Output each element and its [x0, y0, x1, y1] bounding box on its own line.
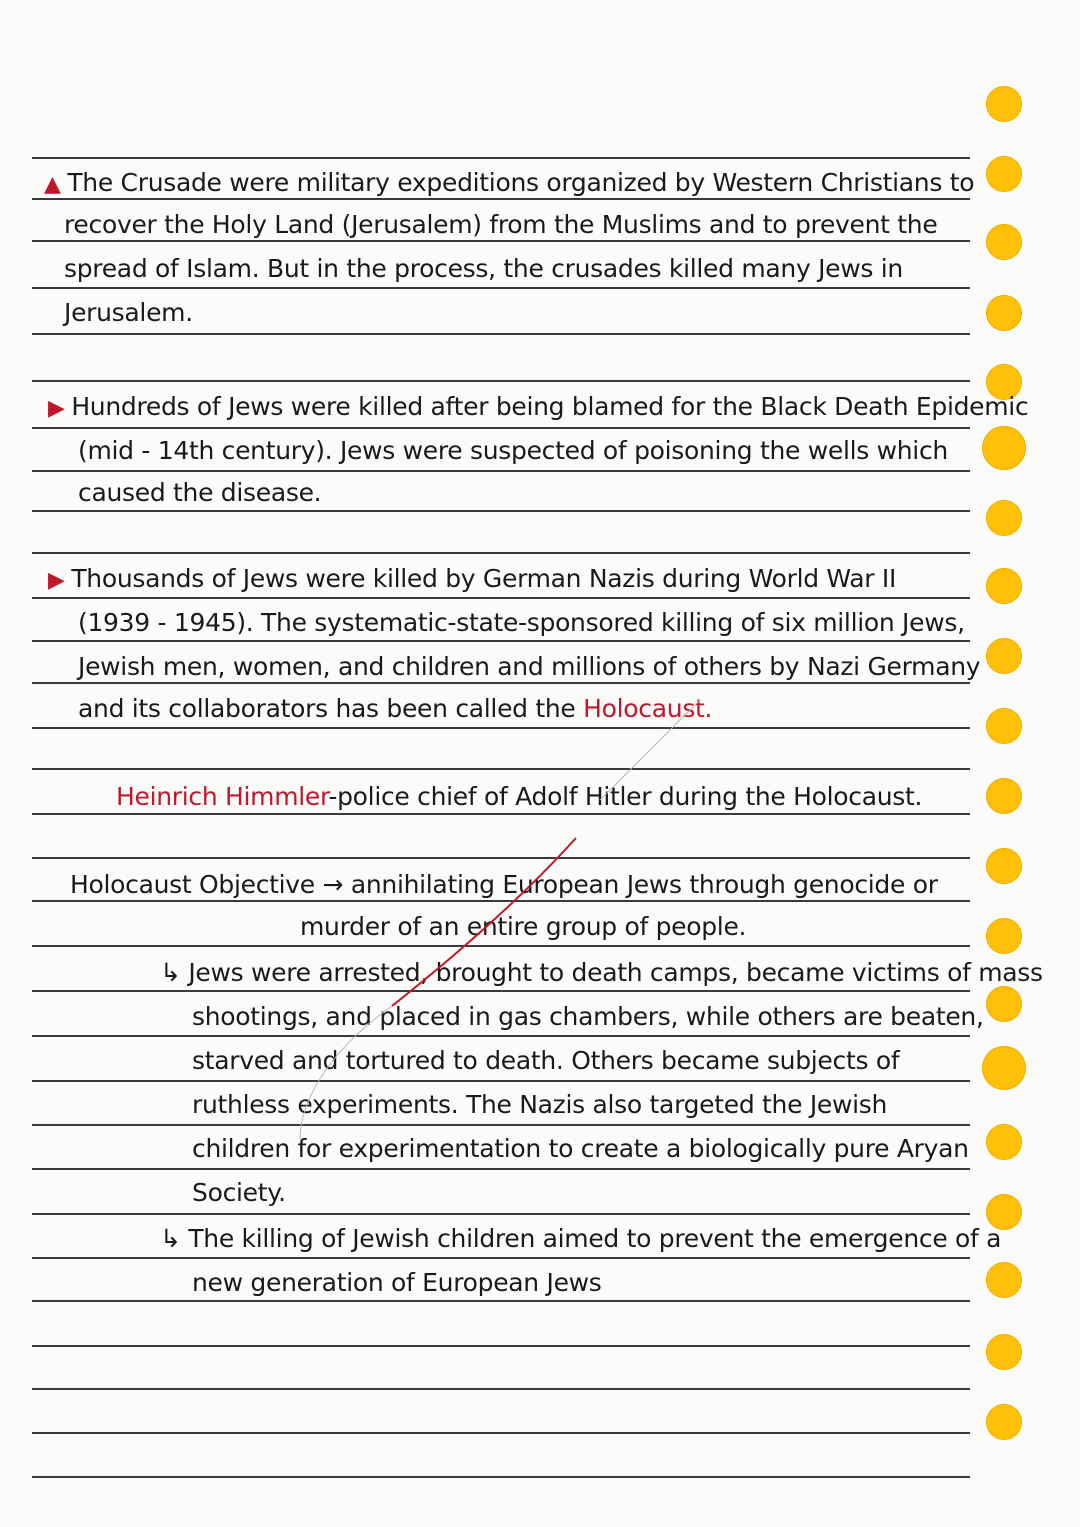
wwii-line-3: Jewish men, women, and children and millions of others by Nazi Germany [78, 652, 981, 681]
binder-ring-hole [986, 708, 1022, 744]
objective-text: annihilating European Jews through genocide or [350, 870, 938, 899]
ruled-line [32, 813, 970, 815]
binder-ring-hole [986, 500, 1022, 536]
ruled-line [32, 333, 970, 335]
binder-ring-hole [986, 568, 1022, 604]
wwii-line-2: (1939 - 1945). The systematic-state-sponsored killing of six million Jews, [78, 608, 965, 637]
crusade-line-3: spread of Islam. But in the process, the crusades killed many Jews in [64, 254, 903, 283]
ruled-line [32, 1432, 970, 1434]
binder-ring-hole [986, 986, 1022, 1022]
binder-ring-hole [986, 86, 1022, 122]
himmler-line [116, 782, 922, 812]
triangle-bullet-icon: ▶ [48, 396, 72, 421]
sub-arrow-icon: ↳ [160, 958, 181, 987]
binder-ring-hole [986, 156, 1022, 192]
ruled-line [32, 287, 970, 289]
wwii-line-1 [48, 564, 896, 596]
ruled-line [32, 510, 970, 512]
triangle-bullet-icon: ▶ [48, 568, 72, 593]
ruled-line [32, 1168, 970, 1170]
point1-line-6: Society. [192, 1178, 286, 1207]
ruled-line [32, 470, 970, 472]
point2-line-1 [160, 1224, 1001, 1254]
binder-ring-hole [986, 1404, 1022, 1440]
ruled-line [32, 1300, 970, 1302]
point1-line-5: children for experimentation to create a biologically pure Aryan [192, 1134, 969, 1163]
ruled-line [32, 597, 970, 599]
triangle-bullet-icon: ▲ [44, 172, 68, 197]
wwii-line-4 [78, 694, 712, 724]
binder-ring-hole [986, 1334, 1022, 1370]
ruled-line [32, 1345, 970, 1347]
ruled-line [32, 240, 970, 242]
point1-line-3: starved and tortured to death. Others became subjects of [192, 1046, 900, 1075]
binder-ring-hole [986, 918, 1022, 954]
ruled-line [32, 857, 970, 859]
crusade-text: The Crusade were military expeditions organized by Western Christians to [67, 168, 975, 197]
black-death-line-2: (mid - 14th century). Jews were suspected of poisoning the wells which [78, 436, 948, 465]
binder-ring-hole [986, 848, 1022, 884]
sub-arrow-icon: ↳ [160, 1224, 181, 1253]
objective-line-1 [70, 870, 938, 900]
point1-text: Jews were arrested, brought to death camps, became victims of mass [188, 958, 1043, 987]
ruled-line [32, 1476, 970, 1478]
binder-ring-hole [986, 778, 1022, 814]
ruled-line [32, 640, 970, 642]
himmler-description: -police chief of Adolf Hitler during the Holocaust. [328, 782, 923, 811]
crusade-line-2: recover the Holy Land (Jerusalem) from the Muslims and to prevent the [64, 210, 938, 239]
ruled-line [32, 1080, 970, 1082]
binder-ring-hole [986, 1262, 1022, 1298]
binder-ring-hole [986, 638, 1022, 674]
ruled-line [32, 552, 970, 554]
ruled-line [32, 727, 970, 729]
objective-line-2: murder of an entire group of people. [300, 912, 747, 941]
binder-ring-hole [986, 295, 1022, 331]
binder-ring-hole [982, 426, 1026, 470]
ruled-line [32, 380, 970, 382]
binder-ring-hole [986, 1124, 1022, 1160]
point1-line-2: shootings, and placed in gas chambers, while others are beaten, [192, 1002, 984, 1031]
black-death-text: Hundreds of Jews were killed after being blamed for the Black Death Epidemic [71, 392, 1029, 421]
ruled-line [32, 900, 970, 902]
point1-line-1 [160, 958, 1043, 988]
ruled-line [32, 1257, 970, 1259]
black-death-line-3: caused the disease. [78, 478, 322, 507]
wwii-line-4-text: and its collaborators has been called the [78, 694, 576, 723]
ruled-line [32, 1388, 970, 1390]
binder-ring-hole [982, 1046, 1026, 1090]
ruled-line [32, 1124, 970, 1126]
point2-text: The killing of Jewish children aimed to prevent the emergence of a [188, 1224, 1002, 1253]
ruled-line [32, 682, 970, 684]
ruled-line [32, 427, 970, 429]
black-death-line-1 [48, 392, 1028, 424]
ruled-line [32, 157, 970, 159]
objective-label: Holocaust Objective [70, 870, 315, 899]
himmler-name: Heinrich Himmler [116, 782, 329, 811]
binder-ring-hole [986, 224, 1022, 260]
holocaust-term: Holocaust. [583, 694, 713, 723]
ruled-line [32, 1035, 970, 1037]
crusade-line-1 [44, 168, 974, 200]
wwii-text: Thousands of Jews were killed by German Nazis during World War II [71, 564, 897, 593]
point1-line-4: ruthless experiments. The Nazis also targeted the Jewish [192, 1090, 888, 1119]
point2-line-2: new generation of European Jews [192, 1268, 602, 1297]
right-arrow-icon: → [322, 870, 344, 899]
ruled-line [32, 768, 970, 770]
ruled-line [32, 1213, 970, 1215]
crusade-line-4: Jerusalem. [64, 298, 193, 327]
ruled-line [32, 990, 970, 992]
ruled-line [32, 945, 970, 947]
